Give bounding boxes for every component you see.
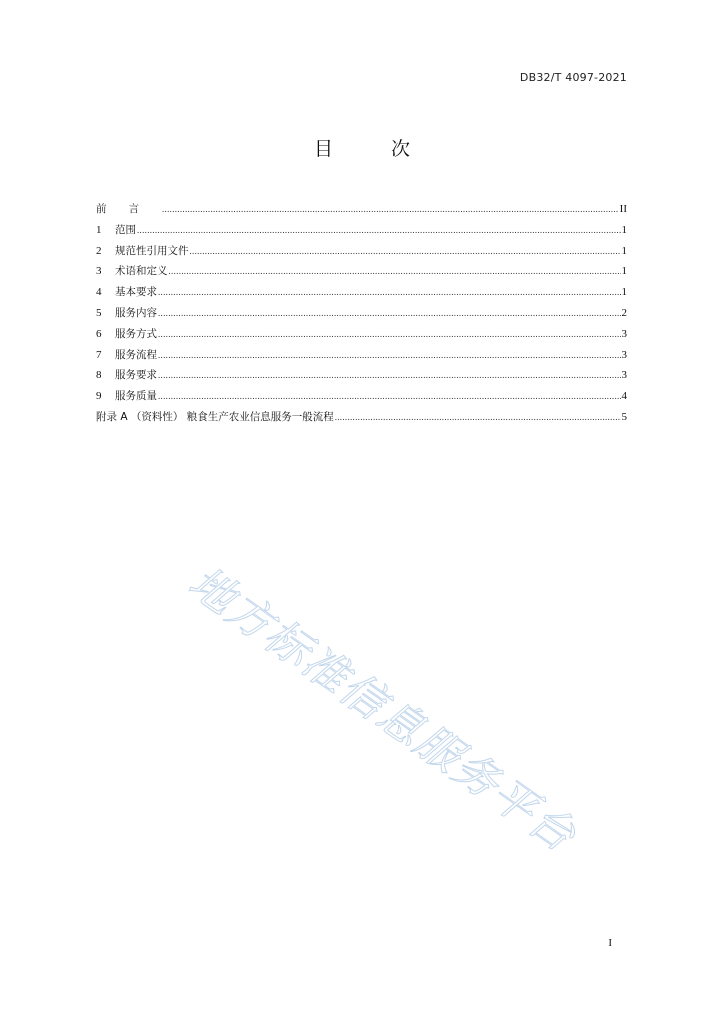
toc-entry-scope[interactable]	[96, 220, 627, 241]
toc-entry-page: II	[619, 203, 627, 215]
toc-entry-service-methods[interactable]	[96, 324, 627, 345]
toc-entry-service-quality[interactable]	[96, 386, 627, 407]
toc-entry-page: 1	[621, 223, 627, 236]
toc-entry-number: 2	[96, 244, 102, 257]
toc-entry-number: 6	[96, 327, 102, 340]
toc-dot-leader	[158, 282, 621, 303]
toc-entry-number: 8	[96, 369, 102, 382]
toc-entry-number: 5	[96, 306, 102, 319]
toc-entry-page: 3	[621, 327, 627, 340]
toc-dot-leader	[158, 303, 621, 324]
table-of-contents	[96, 199, 627, 428]
toc-entry-title: 规范性引用文件	[115, 244, 189, 257]
toc-entry-basic-requirements[interactable]	[96, 282, 627, 303]
watermark: 地方标准信息服务平台	[179, 556, 586, 863]
toc-dot-leader	[169, 261, 621, 282]
toc-entry-service-requirements[interactable]	[96, 365, 627, 386]
toc-entry-title: 范围	[115, 223, 136, 236]
toc-entry-page: 1	[621, 244, 627, 257]
toc-entry-page: 3	[621, 348, 627, 361]
page-number: I	[608, 937, 612, 949]
toc-entry-title: 服务方式	[115, 327, 157, 340]
toc-entry-number: 7	[96, 348, 102, 361]
toc-entry-page: 2	[621, 306, 627, 319]
toc-entry-title: 服务质量	[115, 390, 157, 403]
toc-entry-title: 服务要求	[115, 369, 157, 382]
toc-entry-service-content[interactable]	[96, 303, 627, 324]
toc-entry-title: 基本要求	[115, 286, 157, 299]
toc-entry-preface[interactable]	[96, 199, 627, 220]
toc-entry-title: 服务内容	[115, 306, 157, 319]
toc-dot-leader	[158, 345, 621, 366]
toc-dot-leader	[158, 324, 621, 345]
toc-entry-page: 5	[621, 410, 627, 423]
toc-entry-title: 服务流程	[115, 348, 157, 361]
toc-entry-title: 前言	[96, 203, 161, 215]
toc-entry-title: 术语和定义	[115, 265, 168, 278]
toc-entry-number: 4	[96, 286, 102, 299]
toc-entry-terms-definitions[interactable]	[96, 261, 627, 282]
toc-entry-page: 1	[621, 265, 627, 278]
toc-entry-service-process[interactable]	[96, 345, 627, 366]
toc-dot-leader	[162, 199, 619, 220]
toc-dot-leader	[335, 407, 621, 428]
toc-dot-leader	[158, 386, 621, 407]
toc-entry-page: 3	[621, 369, 627, 382]
toc-dot-leader	[137, 220, 621, 241]
toc-entry-title: 附录 A （资料性） 粮食生产农业信息服务一般流程	[96, 410, 334, 423]
toc-title: 目 次	[313, 138, 437, 160]
toc-entry-page: 1	[621, 286, 627, 299]
toc-entry-number: 9	[96, 390, 102, 403]
standard-code: DB32/T 4097-2021	[519, 71, 627, 84]
toc-dot-leader	[190, 241, 621, 262]
toc-entry-page: 4	[621, 390, 627, 403]
toc-dot-leader	[158, 365, 621, 386]
toc-entry-number: 1	[96, 223, 102, 236]
toc-entry-number: 3	[96, 265, 102, 278]
toc-entry-appendix-a[interactable]	[96, 407, 627, 428]
toc-entry-normative-references[interactable]	[96, 241, 627, 262]
